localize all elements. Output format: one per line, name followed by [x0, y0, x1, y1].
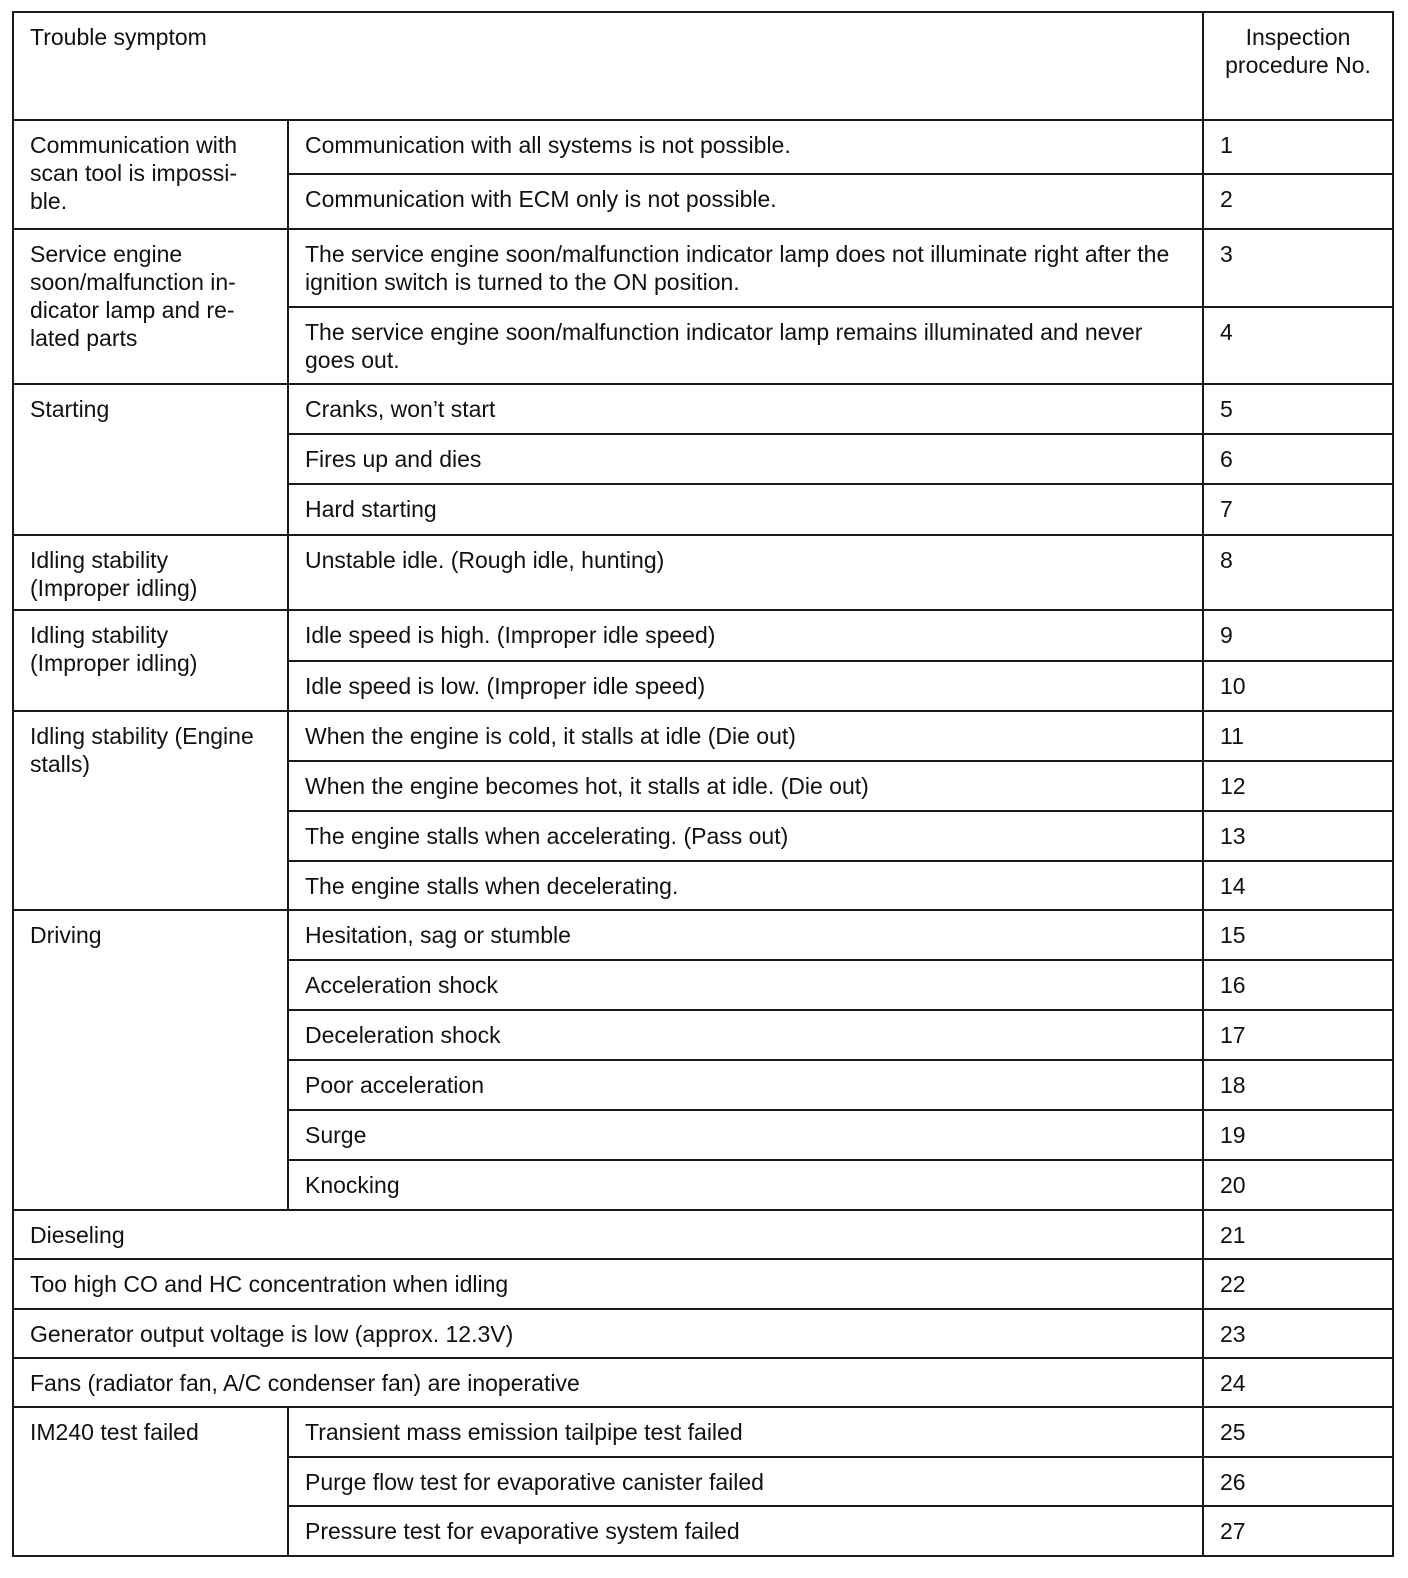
- procedure-number: 20: [1203, 1160, 1393, 1210]
- procedure-number: 24: [1203, 1358, 1393, 1407]
- symptom-cell: Deceleration shock: [288, 1010, 1203, 1060]
- symptom-cell: The engine stalls when decelerating.: [288, 861, 1203, 910]
- procedure-number: 27: [1203, 1506, 1393, 1556]
- category-starting: Starting: [13, 384, 288, 535]
- table-row: [13, 1309, 1393, 1358]
- procedure-number: 5: [1203, 384, 1393, 434]
- procedure-number: 7: [1203, 484, 1393, 535]
- symptom-cell: Idle speed is high. (Improper idle speed): [288, 610, 1203, 661]
- procedure-number: 25: [1203, 1407, 1393, 1457]
- symptom-cell: When the engine is cold, it stalls at idle (Die out): [288, 711, 1203, 761]
- procedure-number: 1: [1203, 120, 1393, 174]
- category-idling-stalls: Idling stability (Engine stalls): [13, 711, 288, 910]
- procedure-number: 8: [1203, 535, 1393, 610]
- procedure-number: 3: [1203, 229, 1393, 307]
- symptom-cell: Fires up and dies: [288, 434, 1203, 484]
- symptom-cell: Hesitation, sag or stumble: [288, 910, 1203, 960]
- symptom-cell: Communication with all systems is not possible.: [288, 120, 1203, 174]
- symptom-cell: Unstable idle. (Rough idle, hunting): [288, 535, 1203, 610]
- symptom-cell: Idle speed is low. (Improper idle speed): [288, 661, 1203, 711]
- procedure-number: 16: [1203, 960, 1393, 1010]
- symptom-cell: When the engine becomes hot, it stalls at idle. (Die out): [288, 761, 1203, 811]
- category-idling-improper: Idling stability (Improper idling): [13, 610, 288, 711]
- symptom-cell: Purge flow test for evaporative canister failed: [288, 1457, 1203, 1506]
- symptom-cell: Fans (radiator fan, A/C condenser fan) are inoperative: [13, 1358, 1203, 1407]
- procedure-number: 23: [1203, 1309, 1393, 1358]
- table-row: [13, 1407, 1393, 1457]
- procedure-number: 14: [1203, 861, 1393, 910]
- symptom-cell: Dieseling: [13, 1210, 1203, 1259]
- symptom-cell: Generator output voltage is low (approx. 12.3V): [13, 1309, 1203, 1358]
- procedure-number: 13: [1203, 811, 1393, 861]
- procedure-number: 11: [1203, 711, 1393, 761]
- symptom-cell: Too high CO and HC concentration when idling: [13, 1259, 1203, 1309]
- table-row: [13, 535, 1393, 610]
- symptom-cell: The service engine soon/malfunction indicator lamp does not illuminate right after the ignition switch is turned to the ON position.: [288, 229, 1203, 307]
- symptom-cell: Transient mass emission tailpipe test failed: [288, 1407, 1203, 1457]
- table-row: [13, 384, 1393, 434]
- table-row: [13, 120, 1393, 174]
- procedure-number: 15: [1203, 910, 1393, 960]
- procedure-number: 4: [1203, 307, 1393, 384]
- category-mil: Service engine soon/malfunction in-dicator lamp and re-lated parts: [13, 229, 288, 384]
- procedure-number: 22: [1203, 1259, 1393, 1309]
- symptom-cell: Pressure test for evaporative system failed: [288, 1506, 1203, 1556]
- symptom-cell: Hard starting: [288, 484, 1203, 535]
- category-im240: IM240 test failed: [13, 1407, 288, 1556]
- procedure-number: 10: [1203, 661, 1393, 711]
- trouble-symptom-table: [12, 11, 1394, 1557]
- header-inspection-procedure: Inspection procedure No.: [1203, 12, 1393, 120]
- procedure-number: 2: [1203, 174, 1393, 229]
- table-row: [13, 910, 1393, 960]
- symptom-cell: The engine stalls when accelerating. (Pass out): [288, 811, 1203, 861]
- header-trouble-symptom: Trouble symptom: [13, 12, 1203, 120]
- procedure-number: 21: [1203, 1210, 1393, 1259]
- symptom-cell: Acceleration shock: [288, 960, 1203, 1010]
- procedure-number: 19: [1203, 1110, 1393, 1160]
- category-communication: Communication with scan tool is impossi-ble.: [13, 120, 288, 229]
- symptom-cell: Communication with ECM only is not possible.: [288, 174, 1203, 229]
- table-row: [13, 1259, 1393, 1309]
- procedure-number: 6: [1203, 434, 1393, 484]
- symptom-cell: Cranks, won’t start: [288, 384, 1203, 434]
- header-row: [13, 12, 1393, 120]
- procedure-number: 26: [1203, 1457, 1393, 1506]
- table-row: [13, 711, 1393, 761]
- table-row: [13, 610, 1393, 661]
- procedure-number: 9: [1203, 610, 1393, 661]
- category-idling-improper: Idling stability (Improper idling): [13, 535, 288, 610]
- procedure-number: 12: [1203, 761, 1393, 811]
- category-driving: Driving: [13, 910, 288, 1210]
- procedure-number: 18: [1203, 1060, 1393, 1110]
- symptom-cell: Knocking: [288, 1160, 1203, 1210]
- symptom-cell: The service engine soon/malfunction indicator lamp remains illuminated and never goes out.: [288, 307, 1203, 384]
- symptom-cell: Poor acceleration: [288, 1060, 1203, 1110]
- table-row: [13, 1358, 1393, 1407]
- procedure-number: 17: [1203, 1010, 1393, 1060]
- table-row: [13, 1210, 1393, 1259]
- table-row: [13, 229, 1393, 307]
- symptom-cell: Surge: [288, 1110, 1203, 1160]
